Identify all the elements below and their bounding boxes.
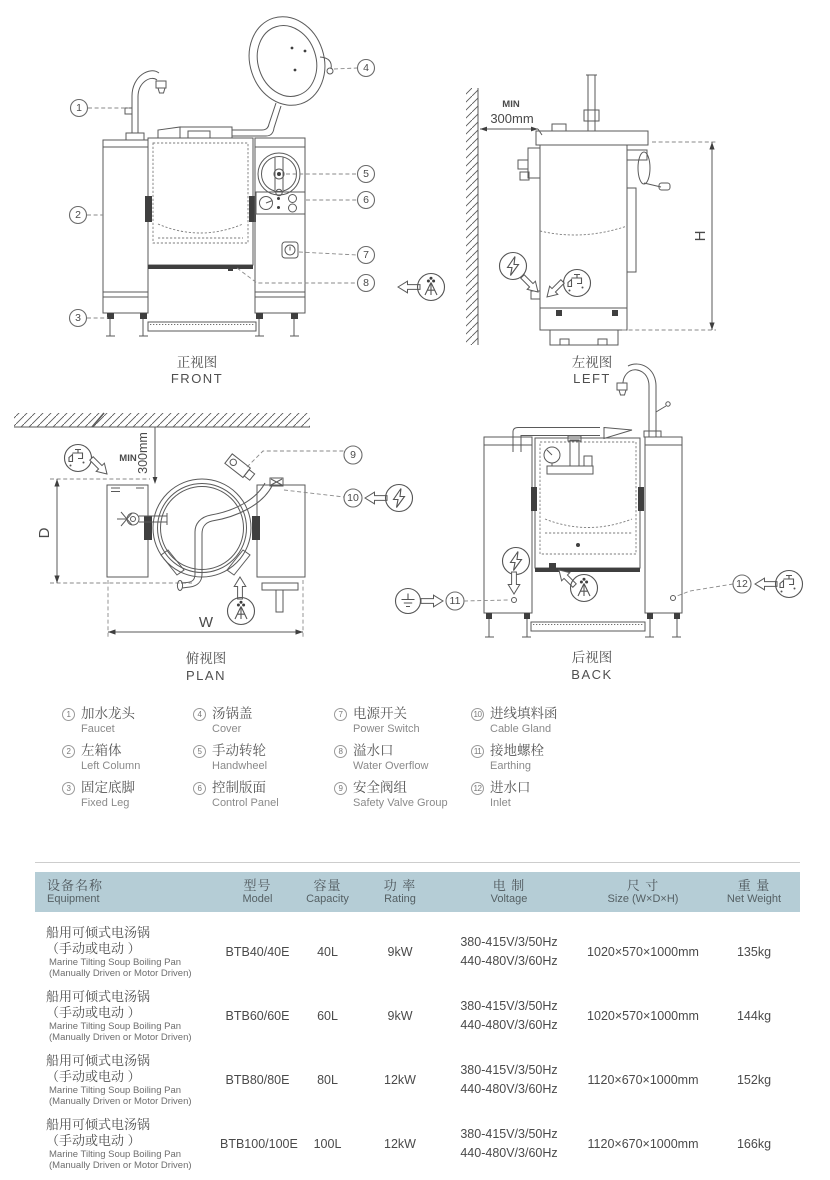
plan-min-label: MIN xyxy=(119,453,137,464)
legend-item-earthing xyxy=(471,743,558,773)
plan-title-zh: 俯视图 xyxy=(185,651,227,666)
legend-column-1 xyxy=(62,706,140,817)
legend-zh: 左箱体 xyxy=(81,743,122,758)
legend-item-cover xyxy=(193,706,279,736)
earth-icon xyxy=(396,589,421,614)
cell-weight: 144kg xyxy=(736,1009,772,1023)
cell-equipment: 船用可倾式电汤锅 （手动或电动 ） Marine Tilting Soup Boiling Pan (Manually Driven or Motor Driven) xyxy=(46,1117,192,1171)
arrow-right-icon xyxy=(421,595,443,607)
legend-item-left-column xyxy=(62,743,140,773)
cell-rating: 9kW xyxy=(387,1009,413,1023)
header-rating: 功 率 Rating xyxy=(383,877,417,906)
legend-en: Left Column xyxy=(81,760,141,772)
svg-text:9: 9 xyxy=(350,449,356,461)
legend-en: Control Panel xyxy=(212,797,279,809)
plan-dim-d: D xyxy=(36,527,53,539)
callout-1 xyxy=(71,100,88,117)
cell-equipment: 船用可倾式电汤锅 （手动或电动 ） Marine Tilting Soup Boiling Pan (Manually Driven or Motor Driven) xyxy=(46,1053,192,1107)
left-title-en: LEFT xyxy=(573,371,611,386)
faucet-icon xyxy=(776,571,803,598)
callout-6 xyxy=(358,192,375,209)
header-voltage: 电 制 Voltage xyxy=(490,877,528,906)
legend-num: 6 xyxy=(193,782,206,795)
lightning-icon xyxy=(503,548,530,575)
front-title-zh: 正视图 xyxy=(176,355,218,370)
svg-text:3: 3 xyxy=(75,312,81,324)
arrow-downright-icon xyxy=(87,454,111,478)
callout-7 xyxy=(358,247,375,264)
svg-text:7: 7 xyxy=(363,249,369,261)
table-row xyxy=(35,1048,800,1112)
legend-num: 2 xyxy=(62,745,75,758)
cell-size: 1120×670×1000mm xyxy=(587,1073,699,1087)
legend-en: Water Overflow xyxy=(353,760,429,772)
cell-rating: 9kW xyxy=(387,945,413,959)
cell-model: BTB40/40E xyxy=(225,945,290,959)
arrow-left-icon xyxy=(398,281,420,293)
legend-en: Power Switch xyxy=(353,723,420,735)
legend-item-fixed-leg xyxy=(62,780,140,810)
left-view xyxy=(466,75,716,386)
drain-icon xyxy=(571,575,598,602)
callout-12 xyxy=(733,575,751,593)
cell-capacity: 40L xyxy=(317,945,338,959)
front-title-en: FRONT xyxy=(170,371,224,386)
callout-9 xyxy=(344,446,362,464)
left-title-zh: 左视图 xyxy=(571,355,613,370)
legend-zh: 加水龙头 xyxy=(81,706,135,721)
legend-zh: 溢水口 xyxy=(353,743,394,758)
left-min-value: 300mm xyxy=(490,111,534,126)
cell-voltage: 380-415V/3/50Hz 440-480V/3/60Hz xyxy=(460,1127,558,1160)
legend-item-handwheel xyxy=(193,743,279,773)
cell-size: 1020×570×1000mm xyxy=(587,945,699,959)
table-body xyxy=(35,912,800,1176)
cell-rating: 12kW xyxy=(384,1137,416,1151)
legend-num: 7 xyxy=(334,708,347,721)
cell-weight: 152kg xyxy=(736,1073,772,1087)
arrow-left-icon xyxy=(755,578,777,590)
legend-zh: 手动转轮 xyxy=(212,743,266,758)
cell-capacity: 60L xyxy=(317,1009,338,1023)
cell-voltage: 380-415V/3/50Hz 440-480V/3/60Hz xyxy=(460,1063,558,1096)
callout-2 xyxy=(70,207,87,224)
legend-item-safety-valve-group xyxy=(334,780,448,810)
left-min-label: MIN xyxy=(502,99,520,110)
legend-en: Faucet xyxy=(81,723,115,735)
front-view xyxy=(70,7,445,386)
back-title-en: BACK xyxy=(571,667,613,682)
legend-num: 12 xyxy=(471,782,484,795)
cell-voltage: 380-415V/3/50Hz 440-480V/3/60Hz xyxy=(460,935,558,968)
table-row xyxy=(35,984,800,1048)
drain-icon xyxy=(418,274,445,301)
legend-zh: 进水口 xyxy=(490,780,531,795)
plan-title-en: PLAN xyxy=(186,668,226,683)
legend-zh: 安全阀组 xyxy=(353,780,407,795)
header-weight: 重 量 Net Weight xyxy=(726,877,782,906)
legend-zh: 电源开关 xyxy=(353,706,407,721)
legend-num: 1 xyxy=(62,708,75,721)
legend-column-4 xyxy=(471,706,558,817)
faucet-icon xyxy=(564,270,591,297)
cell-model: BTB60/60E xyxy=(225,1009,290,1023)
legend-zh: 固定底脚 xyxy=(81,780,135,795)
legend-item-water-overflow xyxy=(334,743,448,773)
cell-capacity: 100L xyxy=(313,1137,342,1151)
left-dim-h: H xyxy=(692,230,709,242)
header-size: 尺 寸 Size (W×D×H) xyxy=(607,877,679,906)
legend-en: Handwheel xyxy=(212,760,268,772)
cell-capacity: 80L xyxy=(317,1073,338,1087)
legend-en: Safety Valve Group xyxy=(353,797,448,809)
svg-text:10: 10 xyxy=(347,492,359,504)
arrow-downleft-icon xyxy=(543,277,567,301)
cell-size: 1120×670×1000mm xyxy=(587,1137,699,1151)
lightning-icon xyxy=(500,253,527,280)
cell-equipment: 船用可倾式电汤锅 （手动或电动 ） Marine Tilting Soup Boiling Pan (Manually Driven or Motor Driven) xyxy=(46,989,192,1043)
svg-text:6: 6 xyxy=(363,194,369,206)
legend-en: Earthing xyxy=(490,760,531,772)
header-model: 型号 Model xyxy=(242,877,273,906)
legend-zh: 汤锅盖 xyxy=(212,706,253,721)
svg-text:4: 4 xyxy=(363,62,369,74)
back-title-zh: 后视图 xyxy=(571,650,613,665)
arrow-left-icon xyxy=(365,492,387,504)
legend-en: Fixed Leg xyxy=(81,797,130,809)
legend-item-power-switch xyxy=(334,706,448,736)
table-row xyxy=(35,920,800,984)
legend-item-faucet xyxy=(62,706,140,736)
svg-text:5: 5 xyxy=(363,168,369,180)
table-header-row xyxy=(35,872,800,912)
svg-text:1: 1 xyxy=(76,102,82,114)
callout-5 xyxy=(358,166,375,183)
arrow-up-icon xyxy=(234,577,246,599)
cell-size: 1020×570×1000mm xyxy=(587,1009,699,1023)
header-capacity: 容量 Capacity xyxy=(306,877,349,906)
legend-item-cable-gland xyxy=(471,706,558,736)
cell-rating: 12kW xyxy=(384,1073,416,1087)
legend-num: 9 xyxy=(334,782,347,795)
svg-text:12: 12 xyxy=(736,578,748,590)
callout-11 xyxy=(446,592,464,610)
cell-voltage: 380-415V/3/50Hz 440-480V/3/60Hz xyxy=(460,999,558,1032)
callout-4 xyxy=(358,60,375,77)
legend-column-3 xyxy=(334,706,448,817)
plan-min-value: 300mm xyxy=(136,432,150,474)
callout-10 xyxy=(344,489,362,507)
legend-column-2 xyxy=(193,706,279,817)
legend-item-control-panel xyxy=(193,780,279,810)
legend-num: 10 xyxy=(471,708,484,721)
legend-zh: 控制版面 xyxy=(212,780,266,795)
legend-num: 8 xyxy=(334,745,347,758)
legend-zh: 进线填料函 xyxy=(490,706,558,721)
svg-text:2: 2 xyxy=(75,209,81,221)
legend-en: Inlet xyxy=(490,797,511,809)
cell-model: BTB100/100E xyxy=(220,1137,298,1151)
legend-en: Cable Gland xyxy=(490,723,552,735)
table-top-rule xyxy=(35,862,800,863)
lightning-icon xyxy=(386,485,413,512)
specification-table xyxy=(35,872,800,1176)
legend-zh: 接地螺栓 xyxy=(490,743,544,758)
back-view xyxy=(396,364,803,682)
svg-text:8: 8 xyxy=(363,277,369,289)
svg-text:11: 11 xyxy=(449,595,461,607)
plan-view xyxy=(14,413,413,683)
cell-equipment: 船用可倾式电汤锅 （手动或电动 ） Marine Tilting Soup Boiling Pan (Manually Driven or Motor Driven) xyxy=(46,925,192,979)
cell-model: BTB80/80E xyxy=(225,1073,290,1087)
header-equipment: 设备名称 Equipment xyxy=(47,877,104,906)
plan-dim-w: W xyxy=(198,614,214,631)
legend-num: 3 xyxy=(62,782,75,795)
legend-item-inlet xyxy=(471,780,558,810)
arrow-down-icon xyxy=(508,572,520,594)
faucet-icon xyxy=(65,445,92,472)
legend-num: 5 xyxy=(193,745,206,758)
drain-icon xyxy=(228,598,255,625)
table-row xyxy=(35,1112,800,1176)
legend-num: 4 xyxy=(193,708,206,721)
cell-weight: 166kg xyxy=(736,1137,772,1151)
cell-weight: 135kg xyxy=(736,945,772,959)
legend-num: 11 xyxy=(471,745,484,758)
legend-en: Cover xyxy=(212,723,242,735)
callout-8 xyxy=(358,275,375,292)
callout-3 xyxy=(70,310,87,327)
